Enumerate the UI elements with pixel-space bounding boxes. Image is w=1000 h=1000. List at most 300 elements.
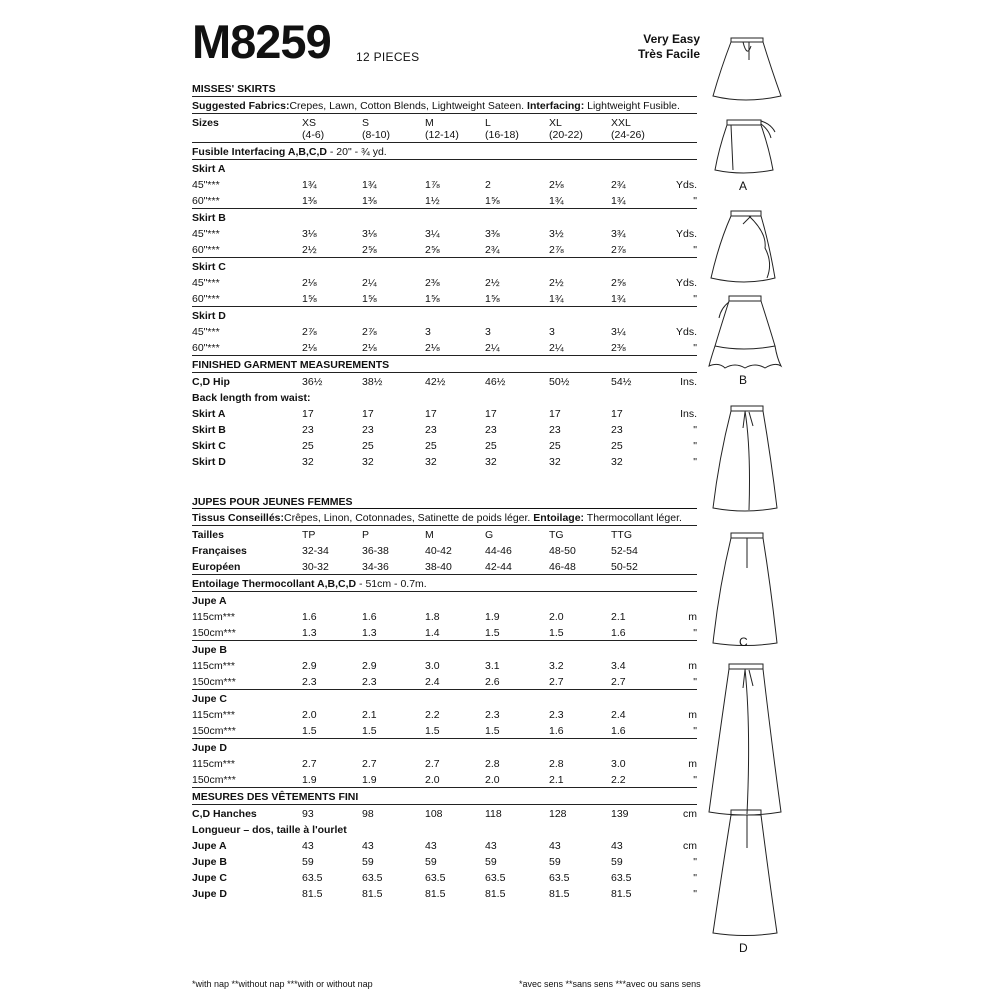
europeen-value: 34-36	[362, 561, 389, 573]
yardage-value: 1⅝	[485, 195, 500, 207]
view-label-a: A	[739, 179, 748, 193]
unit: Yds.	[675, 179, 697, 191]
yardage-value: 1.6	[362, 611, 377, 623]
yardage-value: 2.3	[362, 676, 377, 688]
europeen-row	[192, 558, 697, 575]
yardage-value: 2⅞	[611, 244, 626, 256]
yardage-row	[192, 657, 697, 673]
view-label-d: D	[739, 941, 748, 955]
fabric-width: 115cm***	[192, 758, 235, 770]
view-name: Jupe B	[192, 644, 228, 656]
fabric-width: 60"***	[192, 293, 220, 305]
length-value: 23	[362, 424, 374, 436]
europeen-value: 46-48	[549, 561, 576, 573]
yardage-row	[192, 339, 697, 356]
fabric-width: 150cm***	[192, 627, 236, 639]
unit: cm	[683, 808, 697, 820]
size-code: M	[425, 117, 434, 129]
length-value: 17	[611, 408, 623, 420]
unit: "	[693, 195, 697, 207]
size-range: (8-10)	[362, 129, 391, 141]
view-name: Jupe A	[192, 595, 227, 607]
yardage-value: 2.7	[611, 676, 626, 688]
europeen-value: 50-52	[611, 561, 638, 573]
pieces-count: 12 PIECES	[356, 50, 420, 64]
length-value: 17	[362, 408, 374, 420]
difficulty-fr: Très Facile	[637, 47, 700, 61]
footnote-en: *with nap **without nap ***with or without nap	[192, 979, 373, 989]
fabric-width: 150cm***	[192, 725, 236, 737]
yardage-value: 2.8	[485, 758, 500, 770]
francaises-value: 32-34	[302, 545, 329, 557]
view-name: Skirt D	[192, 310, 226, 322]
size-code-value: G	[485, 529, 494, 541]
pattern-code: M8259	[192, 15, 331, 68]
unit: "	[693, 888, 697, 900]
yardage-value: 1⅝	[302, 293, 317, 305]
yardage-value: 2⅞	[302, 326, 317, 338]
yardage-value: 2½	[302, 244, 317, 256]
length-row	[192, 837, 697, 853]
size-code: S	[362, 117, 370, 129]
interfacing-text: Thermocollant léger.	[586, 512, 682, 524]
length-value: 43	[425, 840, 437, 852]
back-length-row	[192, 389, 697, 405]
yardage-row	[192, 706, 697, 722]
yardage-value: 1.5	[425, 725, 440, 737]
yardage-value: 1⅜	[302, 195, 317, 207]
europeen-label: Européen	[192, 561, 241, 573]
length-value: 32	[611, 456, 623, 468]
unit: "	[693, 725, 697, 737]
yardage-value: 1.9	[485, 611, 500, 623]
sizes-row	[192, 114, 697, 143]
unit: Yds.	[675, 326, 697, 338]
size-code: XXL	[611, 117, 631, 129]
yardage-value: 2.3	[549, 709, 564, 721]
length-value: 59	[302, 856, 314, 868]
length-value: 59	[425, 856, 437, 868]
yardage-value: 2.2	[425, 709, 440, 721]
length-value: 17	[485, 408, 497, 420]
length-value: 25	[549, 440, 561, 452]
length-value: 43	[611, 840, 623, 852]
view-label-c: C	[739, 635, 748, 649]
yardage-row	[192, 176, 697, 192]
yardage-value: 2.9	[302, 660, 317, 672]
yardage-value: 2.1	[549, 774, 564, 786]
yardage-value: 1.3	[302, 627, 317, 639]
yardage-value: 1.9	[362, 774, 377, 786]
yardage-value: 3	[485, 326, 491, 338]
length-label: Skirt A	[192, 408, 226, 420]
length-value: 63.5	[362, 872, 383, 884]
yardage-value: 1¾	[362, 179, 377, 191]
length-value: 59	[362, 856, 374, 868]
hip-label: C,D Hip	[192, 376, 230, 388]
section-title-text: JUPES POUR JEUNES FEMMES	[192, 496, 353, 508]
length-value: 25	[302, 440, 314, 452]
unit: Yds.	[675, 228, 697, 240]
europeen-value: 42-44	[485, 561, 512, 573]
length-value: 43	[302, 840, 314, 852]
length-value: 43	[485, 840, 497, 852]
size-range: (12-14)	[425, 129, 459, 141]
footnote-fr: *avec sens **sans sens ***avec ou sans sens	[519, 979, 701, 989]
yardage-value: 1.6	[611, 627, 626, 639]
size-code: L	[485, 117, 491, 129]
length-value: 23	[425, 424, 437, 436]
yardage-value: 2¾	[485, 244, 500, 256]
yardage-row	[192, 673, 697, 690]
hip-value: 128	[549, 808, 567, 820]
hip-value: 50½	[549, 376, 570, 388]
yardage-value: 3¾	[611, 228, 626, 240]
yardage-value: 1¾	[611, 195, 626, 207]
size-code-value: TTG	[611, 529, 632, 541]
yardage-value: 1.3	[362, 627, 377, 639]
yardage-row	[192, 192, 697, 209]
yardage-value: 2⅛	[362, 342, 377, 354]
yardage-value: 3⅛	[362, 228, 377, 240]
skirt-d-back-sketch	[713, 810, 777, 936]
back-length-row	[192, 821, 697, 837]
fabrics-row	[192, 509, 697, 526]
fabric-width: 60"***	[192, 244, 220, 256]
yardage-value: 2.3	[302, 676, 317, 688]
fusible-value: - 20" - ¾ yd.	[326, 146, 387, 158]
yardage-value: 2.7	[549, 676, 564, 688]
view-name: Skirt B	[192, 212, 226, 224]
size-range: (24-26)	[611, 129, 645, 141]
yardage-value: 2	[485, 179, 491, 191]
yardage-value: 1.4	[425, 627, 440, 639]
size-range: (20-22)	[549, 129, 583, 141]
length-row	[192, 885, 697, 901]
yardage-value: 1.8	[425, 611, 440, 623]
interfacing-text: Lightweight Fusible.	[587, 100, 680, 112]
yardage-value: 1.5	[485, 725, 500, 737]
sizes-label: Tailles	[192, 529, 224, 541]
yardage-value: 2.4	[611, 709, 626, 721]
fabric-width: 45"***	[192, 179, 220, 191]
finished-title-row	[192, 356, 697, 373]
skirt-c-front-sketch	[713, 406, 777, 511]
francaises-value: 40-42	[425, 545, 452, 557]
yardage-value: 2.6	[485, 676, 500, 688]
view-name: Skirt C	[192, 261, 226, 273]
size-code-value: M	[425, 529, 434, 541]
yardage-value: 2¼	[485, 342, 500, 354]
yardage-value: 3	[549, 326, 555, 338]
section-gap	[192, 469, 697, 488]
skirt-b-back-sketch	[709, 296, 781, 368]
yardage-value: 2.4	[425, 676, 440, 688]
hip-value: 54½	[611, 376, 632, 388]
yardage-value: 2⅝	[425, 244, 440, 256]
length-value: 59	[549, 856, 561, 868]
unit: "	[693, 627, 697, 639]
length-row	[192, 869, 697, 885]
francaises-value: 52-54	[611, 545, 638, 557]
hip-value: 38½	[362, 376, 383, 388]
yardage-value: 1.5	[549, 627, 564, 639]
view-name-row	[192, 160, 697, 176]
yardage-value: 3½	[549, 228, 564, 240]
yardage-row	[192, 274, 697, 290]
yardage-value: 2⅜	[425, 277, 440, 289]
yardage-value: 2⅝	[362, 244, 377, 256]
length-value: 43	[549, 840, 561, 852]
hip-value: 98	[362, 808, 374, 820]
hip-value: 42½	[425, 376, 446, 388]
yardage-value: 2⅝	[611, 277, 626, 289]
yardage-value: 3⅛	[302, 228, 317, 240]
europeen-value: 30-32	[302, 561, 329, 573]
size-code-value: TG	[549, 529, 564, 541]
yardage-row	[192, 225, 697, 241]
yardage-value: 2⅞	[362, 326, 377, 338]
hip-row	[192, 373, 697, 389]
unit: "	[693, 293, 697, 305]
yardage-value: 2½	[549, 277, 564, 289]
length-row	[192, 453, 697, 469]
yardage-value: 1⅝	[485, 293, 500, 305]
fusible-label: Fusible Interfacing A,B,C,D	[192, 146, 327, 158]
yardage-row	[192, 771, 697, 788]
fabrics-row	[192, 97, 697, 114]
unit: "	[693, 856, 697, 868]
yardage-value: 1.5	[485, 627, 500, 639]
yardage-row	[192, 290, 697, 307]
yardage-value: 2.0	[425, 774, 440, 786]
skirt-a-front-sketch	[713, 38, 781, 100]
yardage-value: 3.2	[549, 660, 564, 672]
francaises-value: 48-50	[549, 545, 576, 557]
unit: "	[693, 676, 697, 688]
yardage-value: 2⅞	[549, 244, 564, 256]
fusible-value: - 51cm - 0.7m.	[356, 578, 427, 590]
yardage-value: 3.0	[611, 758, 626, 770]
yardage-value: 1¾	[611, 293, 626, 305]
length-label: Jupe B	[192, 856, 228, 868]
skirt-b-front-sketch	[711, 211, 775, 282]
yardage-value: 1⅝	[425, 293, 440, 305]
yardage-value: 1¾	[549, 293, 564, 305]
length-value: 25	[362, 440, 374, 452]
skirt-c-back-sketch	[713, 533, 777, 646]
length-row	[192, 853, 697, 869]
fabric-width: 45"***	[192, 326, 220, 338]
length-label: Skirt B	[192, 424, 226, 436]
length-value: 63.5	[611, 872, 632, 884]
view-name-row	[192, 307, 697, 323]
yardage-value: 1¾	[302, 179, 317, 191]
fabric-width: 45"***	[192, 228, 220, 240]
yardage-value: 1.5	[362, 725, 377, 737]
yardage-value: 1.6	[549, 725, 564, 737]
yardage-value: 1⅞	[425, 179, 440, 191]
unit: cm	[683, 840, 697, 852]
hip-value: 93	[302, 808, 314, 820]
hip-value: 139	[611, 808, 629, 820]
size-code: XS	[302, 117, 317, 129]
length-value: 63.5	[485, 872, 506, 884]
fabric-width: 60"***	[192, 342, 220, 354]
unit: Yds.	[675, 277, 697, 289]
yardage-value: 1½	[425, 195, 440, 207]
length-value: 32	[302, 456, 314, 468]
difficulty	[580, 32, 700, 62]
view-name: Jupe C	[192, 693, 228, 705]
length-label: Jupe D	[192, 888, 228, 900]
fabrics-text	[192, 100, 680, 112]
fusible-row	[192, 143, 697, 160]
yardage-value: 1⅜	[362, 195, 377, 207]
length-value: 17	[425, 408, 437, 420]
yardage-value: 2½	[485, 277, 500, 289]
yardage-value: 2.8	[549, 758, 564, 770]
fabrics-text: Crepes, Lawn, Cotton Blends, Lightweight Sateen.	[289, 100, 525, 112]
yardage-value: 1.6	[611, 725, 626, 737]
yardage-value: 2.7	[362, 758, 377, 770]
skirt-sketches	[705, 28, 785, 958]
hip-value: 108	[425, 808, 443, 820]
yardage-row	[192, 624, 697, 641]
unit: "	[693, 342, 697, 354]
yardage-value: 2.0	[485, 774, 500, 786]
yardage-value: 3.0	[425, 660, 440, 672]
hip-label: C,D Hanches	[192, 808, 257, 820]
unit: "	[693, 244, 697, 256]
view-name-row	[192, 258, 697, 274]
length-value: 43	[362, 840, 374, 852]
unit: Ins.	[680, 376, 697, 388]
fabrics-text: Crêpes, Linon, Cotonnades, Satinette de poids léger.	[284, 512, 531, 524]
length-value: 25	[485, 440, 497, 452]
difficulty-en: Very Easy	[643, 32, 700, 46]
view-name: Jupe D	[192, 742, 228, 754]
length-label: Skirt C	[192, 440, 226, 452]
length-value: 17	[302, 408, 314, 420]
length-value: 81.5	[485, 888, 506, 900]
finished-title: MESURES DES VÊTEMENTS FINI	[192, 791, 359, 803]
fabrics-label: Suggested Fabrics:	[192, 100, 290, 112]
length-row	[192, 437, 697, 453]
yardage-row	[192, 722, 697, 739]
size-code: XL	[549, 117, 562, 129]
length-value: 17	[549, 408, 561, 420]
yardage-value: 2¼	[362, 277, 377, 289]
length-value: 81.5	[302, 888, 323, 900]
section-title-text: MISSES' SKIRTS	[192, 83, 276, 95]
yardage-value: 1.5	[302, 725, 317, 737]
francaises-row	[192, 542, 697, 558]
fabrics-text	[192, 512, 682, 524]
unit: m	[688, 709, 697, 721]
yardage-value: 2.3	[485, 709, 500, 721]
yardage-value: 2.7	[302, 758, 317, 770]
yardage-value: 3.1	[485, 660, 500, 672]
yardage-value: 2¾	[611, 179, 626, 191]
fabric-width: 150cm***	[192, 774, 236, 786]
size-range: (16-18)	[485, 129, 519, 141]
yardage-row	[192, 241, 697, 258]
fusible-label: Entoilage Thermocollant A,B,C,D	[192, 578, 357, 590]
length-value: 81.5	[425, 888, 446, 900]
unit: Ins.	[680, 408, 697, 420]
view-name-row	[192, 209, 697, 225]
length-label: Jupe A	[192, 840, 227, 852]
yardage-value: 3	[425, 326, 431, 338]
size-range: (4-6)	[302, 129, 325, 141]
yardage-value: 3⅜	[485, 228, 500, 240]
francaises-value: 36-38	[362, 545, 389, 557]
section-title	[192, 488, 697, 509]
yardage-row	[192, 323, 697, 339]
unit: m	[688, 611, 697, 623]
size-code-value: P	[362, 529, 370, 541]
fabrics-label: Tissus Conseillés:	[192, 512, 285, 524]
francaises-label: Françaises	[192, 545, 247, 557]
yardage-value: 1⅝	[362, 293, 377, 305]
yardage-value: 2⅛	[549, 179, 564, 191]
length-value: 63.5	[302, 872, 323, 884]
fusible-row	[192, 575, 697, 592]
unit: "	[693, 424, 697, 436]
back-length-label: Longueur – dos, taille à l'ourlet	[192, 824, 347, 836]
hip-row	[192, 805, 697, 821]
yardage-value: 2.7	[425, 758, 440, 770]
length-value: 63.5	[425, 872, 446, 884]
finished-title-row	[192, 788, 697, 805]
hip-value: 118	[485, 808, 502, 820]
yardage-value: 3.4	[611, 660, 626, 672]
francaises-value: 44-46	[485, 545, 512, 557]
length-label: Skirt D	[192, 456, 226, 468]
view-label-b: B	[739, 373, 748, 387]
europeen-value: 38-40	[425, 561, 452, 573]
finished-title: FINISHED GARMENT MEASUREMENTS	[192, 359, 390, 371]
hip-value: 36½	[302, 376, 323, 388]
length-value: 25	[611, 440, 623, 452]
length-value: 23	[549, 424, 561, 436]
sizes-label: Sizes	[192, 117, 219, 129]
hip-value: 46½	[485, 376, 506, 388]
length-label: Jupe C	[192, 872, 228, 884]
size-code-value: TP	[302, 529, 316, 541]
length-row	[192, 405, 697, 421]
yardage-value: 2⅜	[611, 342, 626, 354]
unit: "	[693, 456, 697, 468]
fabric-width: 115cm***	[192, 709, 235, 721]
yardage-value: 1.9	[302, 774, 317, 786]
view-name-row	[192, 592, 697, 608]
length-value: 23	[302, 424, 314, 436]
yardage-row	[192, 755, 697, 771]
length-value: 59	[485, 856, 497, 868]
yardage-value: 2⅛	[302, 277, 317, 289]
yardage-value: 2.0	[549, 611, 564, 623]
length-value: 63.5	[549, 872, 570, 884]
unit: m	[688, 660, 697, 672]
length-value: 25	[425, 440, 437, 452]
yardage-value: 1¾	[549, 195, 564, 207]
section-title	[192, 78, 697, 97]
length-value: 32	[362, 456, 374, 468]
yardage-value: 3¼	[611, 326, 626, 338]
interfacing-label: Interfacing:	[527, 100, 585, 112]
